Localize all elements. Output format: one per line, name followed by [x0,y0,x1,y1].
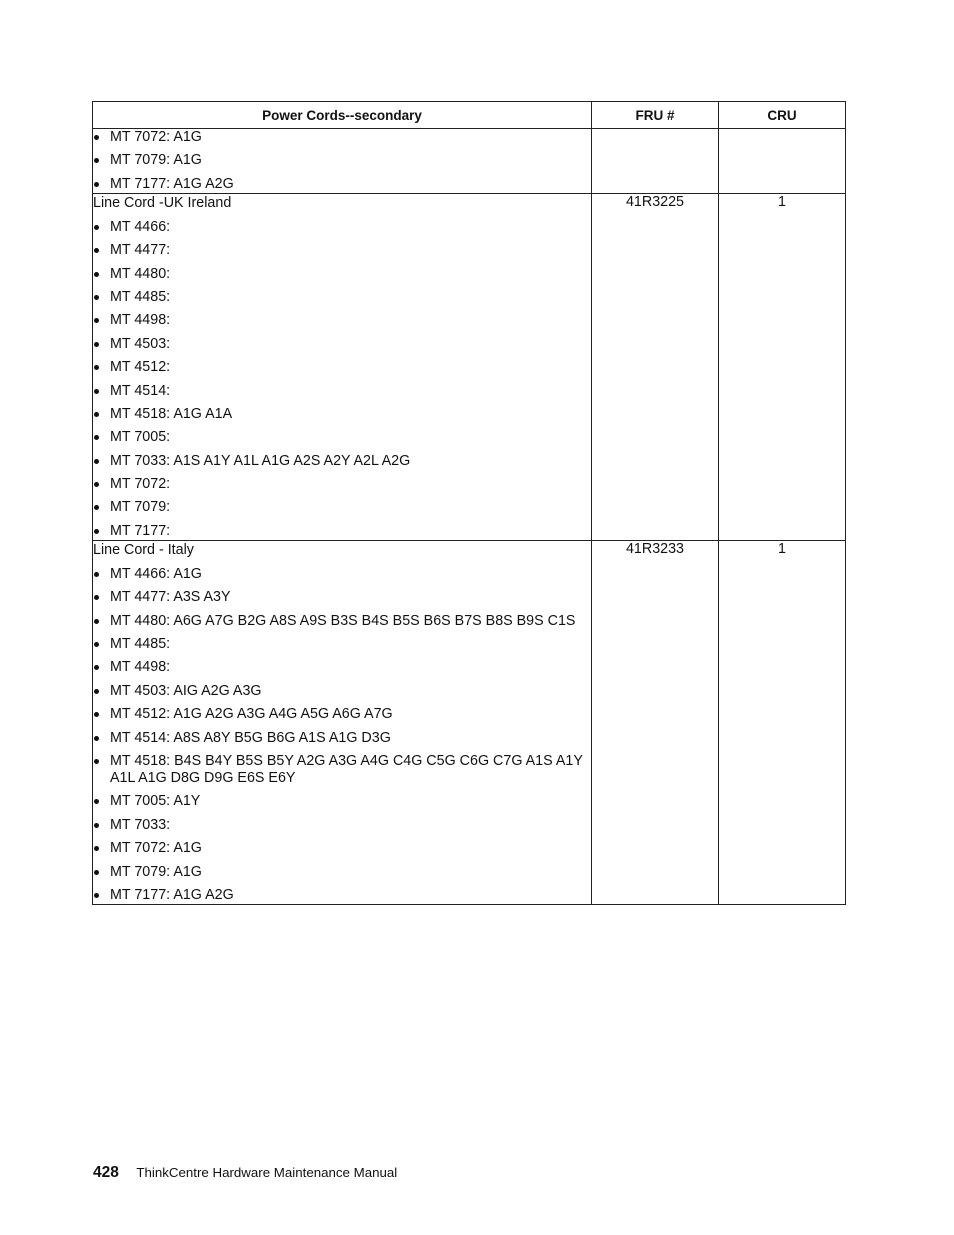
page-footer [93,1164,397,1182]
bullet-icon [94,482,99,487]
cru-cell [719,129,846,194]
machine-type-text: MT 4514: [110,382,171,399]
cru-cell: 1 [719,540,846,904]
bullet-icon [94,342,99,347]
bullet-icon [94,158,99,163]
list-item [93,793,591,810]
machine-type-text: MT 4480: [110,265,171,282]
list-item [93,242,591,259]
fru-cell: 41R3225 [592,193,719,540]
list-item [93,840,591,857]
table-row [93,129,846,194]
bullet-icon [94,272,99,277]
machine-type-text: MT 7079: A1G [110,152,202,169]
list-item [93,129,591,146]
bullet-icon [94,389,99,394]
list-item [93,152,591,169]
line-cord-title: Line Cord - Italy [93,541,194,558]
bullet-icon [94,182,99,187]
list-item [93,864,591,881]
bullet-icon [94,712,99,717]
machine-type-text: MT 4512: [110,359,171,376]
machine-type-text: MT 7079: [110,499,171,516]
table-header-row [93,102,846,129]
bullet-icon [94,595,99,600]
table-row [93,540,846,904]
power-cords-table [92,101,846,905]
list-item [93,176,591,193]
list-item [93,566,591,583]
bullet-icon [94,736,99,741]
list-item [93,429,591,446]
bullet-icon [94,572,99,577]
footer-title: ThinkCentre Hardware Maintenance Manual [136,1165,398,1180]
machine-type-text: MT 7005: A1Y [110,793,201,810]
machine-type-text: MT 4503: [110,335,171,352]
bullet-icon [94,459,99,464]
bullet-icon [94,135,99,140]
fru-cell: 41R3233 [592,540,719,904]
bullet-icon [94,529,99,534]
machine-type-text: MT 4466: [110,218,171,235]
list-item [93,730,591,747]
machine-type-text: MT 4518: B4S B4Y B5S B5Y A2G A3G A4G C4G C5G C6G C7G A1S A1Y A1L A1G D8G D9G E6S E6Y [110,752,583,786]
bullet-icon [94,619,99,624]
list-item [93,266,591,283]
machine-type-text: MT 4512: A1G A2G A3G A4G A5G A6G A7G [110,706,393,723]
machine-type-text: MT 7177: A1G A2G [110,886,234,903]
list-item [93,219,591,236]
bullet-icon [94,248,99,253]
machine-type-list [93,219,591,540]
list-item [93,476,591,493]
machine-type-text: MT 4498: [110,659,171,676]
cru-cell: 1 [719,193,846,540]
header-cru: CRU [719,102,846,129]
machine-type-list [93,566,591,904]
list-item [93,706,591,723]
machine-type-text: MT 4466: A1G [110,565,202,582]
machine-type-text: MT 7033: A1S A1Y A1L A1G A2S A2Y A2L A2G [110,452,411,469]
machine-type-text: MT 4485: [110,288,171,305]
bullet-icon [94,318,99,323]
list-item [93,336,591,353]
list-item [93,406,591,423]
description-cell [93,129,592,194]
list-item [93,589,591,606]
bullet-icon [94,846,99,851]
header-fru: FRU # [592,102,719,129]
table-row [93,193,846,540]
table-body [93,129,846,905]
fru-cell [592,129,719,194]
list-item [93,499,591,516]
line-cord-title: Line Cord -UK Ireland [93,194,232,211]
machine-type-text: MT 4477: A3S A3Y [110,589,231,606]
list-item [93,289,591,306]
machine-type-text: MT 7072: A1G [110,840,202,857]
list-item [93,636,591,653]
machine-type-text: MT 7177: A1G A2G [110,175,234,192]
machine-type-text: MT 4480: A6G A7G B2G A8S A9S B3S B4S B5S B6S B7S B8S B9S C1S [110,612,576,629]
list-item [93,453,591,470]
list-item [93,753,591,787]
list-item [93,887,591,904]
list-item [93,383,591,400]
bullet-icon [94,412,99,417]
machine-type-text: MT 4503: AIG A2G A3G [110,682,262,699]
list-item [93,659,591,676]
bullet-icon [94,870,99,875]
bullet-icon [94,505,99,510]
list-item [93,683,591,700]
machine-type-text: MT 7072: [110,476,171,493]
bullet-icon [94,225,99,230]
list-item [93,359,591,376]
bullet-icon [94,799,99,804]
machine-type-text: MT 7072: A1G [110,129,202,145]
list-item [93,312,591,329]
bullet-icon [94,365,99,370]
machine-type-text: MT 7005: [110,429,171,446]
list-item [93,523,591,540]
description-cell [93,193,592,540]
machine-type-text: MT 7079: A1G [110,863,202,880]
machine-type-text: MT 4485: [110,636,171,653]
bullet-icon [94,689,99,694]
bullet-icon [94,665,99,670]
machine-type-text: MT 4477: [110,242,171,259]
machine-type-text: MT 7033: [110,816,171,833]
page-number: 428 [93,1164,119,1181]
header-description: Power Cords--secondary [93,102,592,129]
description-cell [93,540,592,904]
bullet-icon [94,823,99,828]
bullet-icon [94,893,99,898]
machine-type-text: MT 4518: A1G A1A [110,405,233,422]
bullet-icon [94,435,99,440]
list-item [93,817,591,834]
machine-type-text: MT 4498: [110,312,171,329]
machine-type-text: MT 4514: A8S A8Y B5G B6G A1S A1G D3G [110,729,391,746]
machine-type-list [93,129,591,193]
bullet-icon [94,642,99,647]
machine-type-text: MT 7177: [110,522,171,539]
bullet-icon [94,759,99,764]
bullet-icon [94,295,99,300]
list-item [93,613,591,630]
